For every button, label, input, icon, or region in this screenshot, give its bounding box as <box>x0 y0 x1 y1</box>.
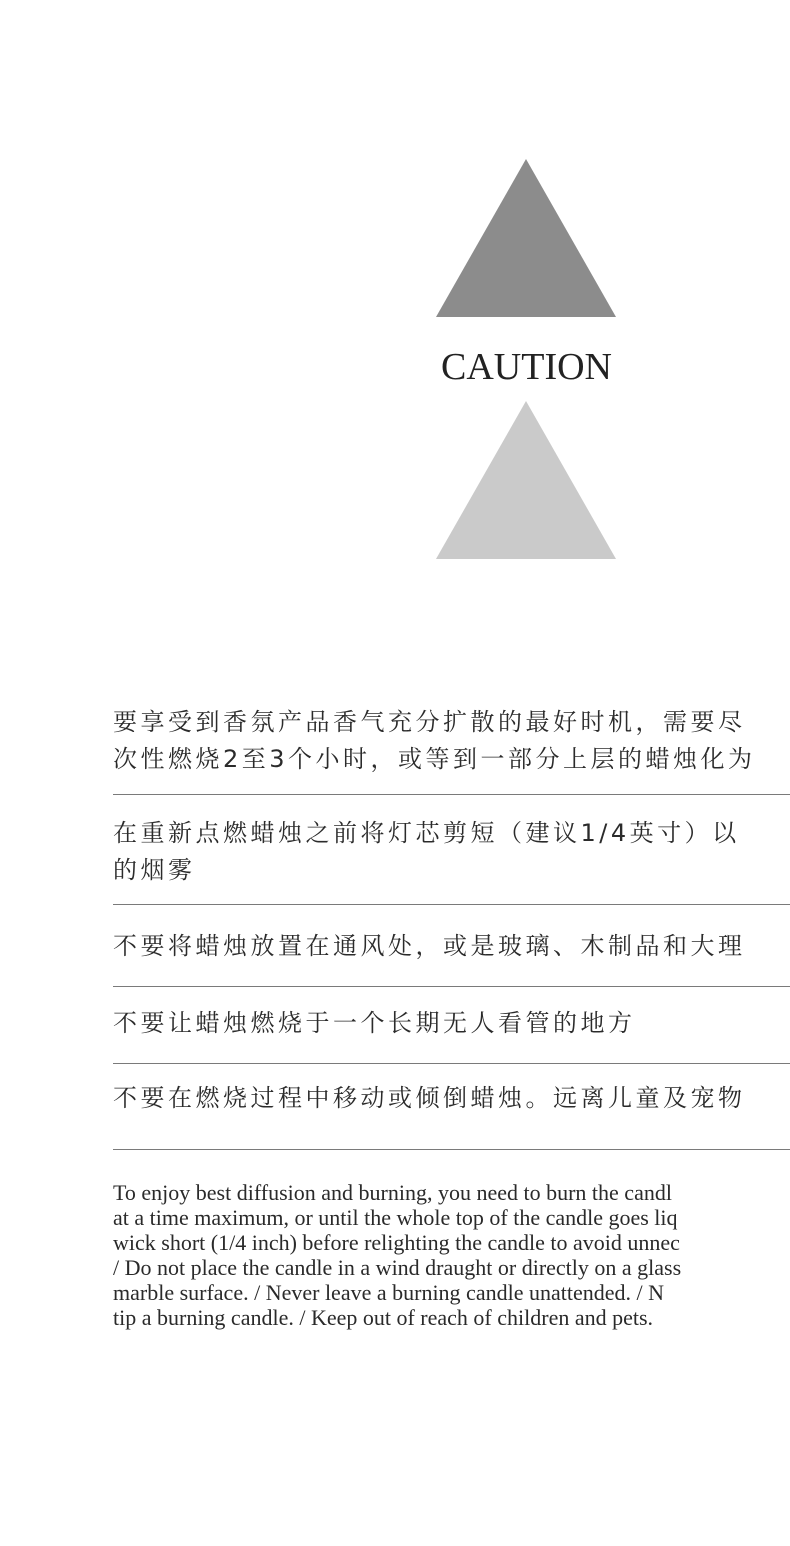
note-line: 不要在燃烧过程中移动或倾倒蜡烛。远离儿童及宠物 <box>113 1084 746 1112</box>
english-line: To enjoy best diffusion and burning, you need to burn the candl <box>113 1180 672 1205</box>
note-unattended <box>113 987 790 1064</box>
note-placement <box>113 905 790 987</box>
warning-triangle-light-icon <box>436 401 616 559</box>
english-line: tip a burning candle. / Keep out of reach of children and pets. <box>113 1305 654 1330</box>
caution-title: CAUTION <box>441 346 612 388</box>
note-line: 不要让蜡烛燃烧于一个长期无人看管的地方 <box>113 1009 636 1037</box>
english-line: marble surface. / Never leave a burning candle unattended. / N <box>113 1280 664 1305</box>
note-line: 的烟雾 <box>113 856 196 884</box>
note-line: 不要将蜡烛放置在通风处，或是玻璃、木制品和大理 <box>113 932 746 960</box>
note-line: 要享受到香氛产品香气充分扩散的最好时机，需要尽 <box>113 708 746 736</box>
english-line: wick short (1/4 inch) before relighting the candle to avoid unnec <box>113 1230 680 1255</box>
note-wick-trim <box>113 795 790 905</box>
english-line: / Do not place the candle in a wind draught or directly on a glass <box>113 1255 682 1280</box>
caution-text-english <box>113 1180 790 1330</box>
note-children-pets <box>113 1064 790 1150</box>
caution-notes-chinese <box>113 700 790 1150</box>
english-line: at a time maximum, or until the whole top of the candle goes liq <box>113 1205 678 1230</box>
warning-triangle-icon <box>436 159 616 317</box>
note-diffusion <box>113 700 790 795</box>
note-line: 次性燃烧2至3个小时，或等到一部分上层的蜡烛化为 <box>113 745 756 773</box>
note-line: 在重新点燃蜡烛之前将灯芯剪短（建议1/4英寸）以 <box>113 819 740 847</box>
